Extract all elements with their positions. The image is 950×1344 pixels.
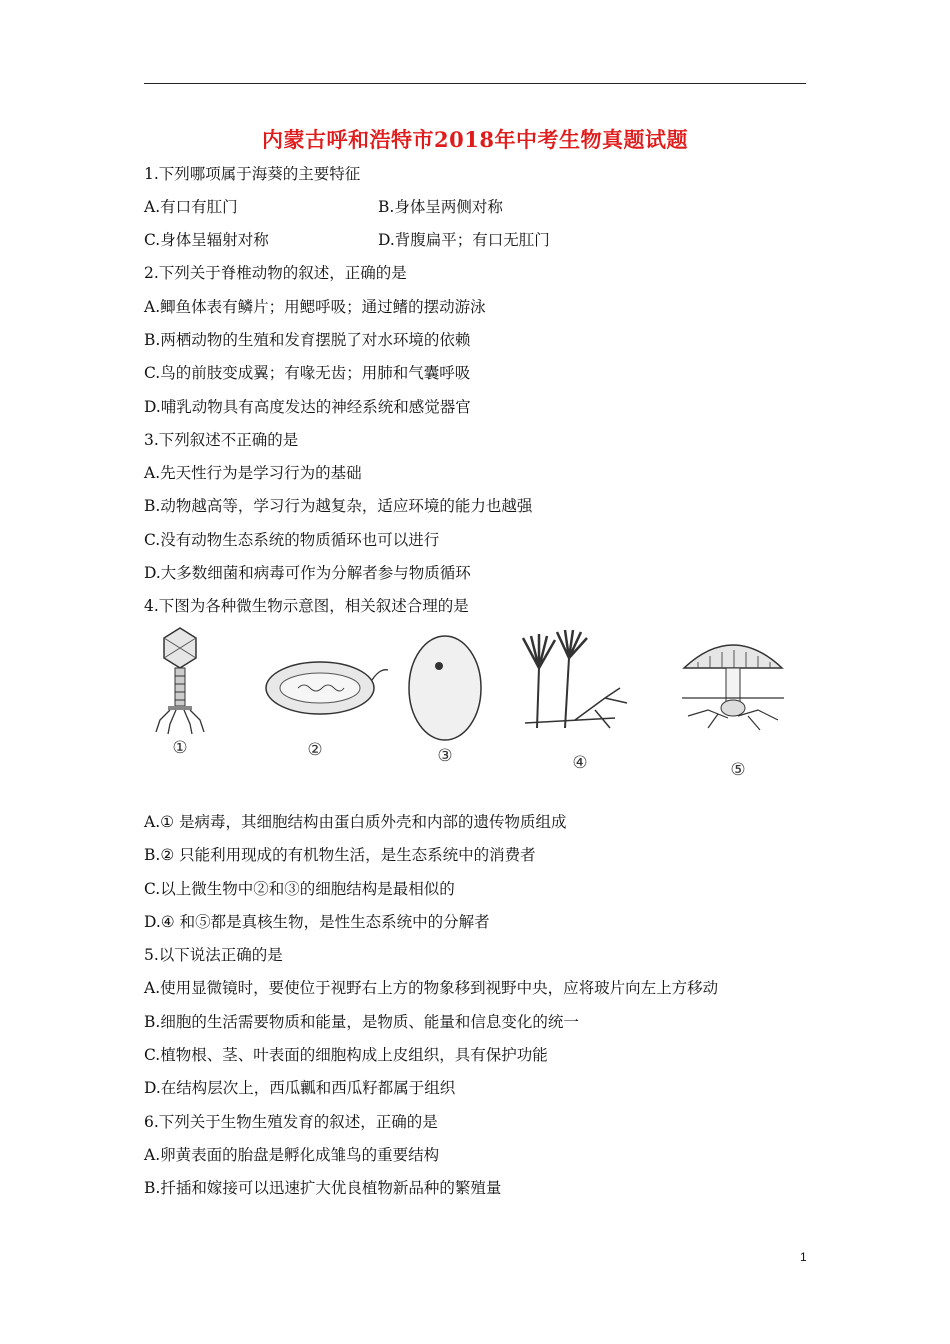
q1-stem: 1.下列哪项属于海葵的主要特征 (144, 165, 361, 183)
q4-stem: 4.下图为各种微生物示意图，相关叙述合理的是 (144, 597, 469, 615)
q5-option-c: C.植物根、茎、叶表面的细胞构成上皮组织，具有保护功能 (144, 1046, 548, 1064)
figure-label-3: ③ (437, 746, 453, 766)
q1-option-d: D.背腹扁平；有口无肛门 (378, 231, 550, 249)
q2-option-b: B.两栖动物的生殖和发育摆脱了对水环境的依赖 (144, 331, 471, 349)
q1-option-a: A.有口有肛门 (144, 198, 238, 216)
bacterium-drawing (262, 650, 392, 810)
header-rule (144, 83, 806, 84)
figure-label-4: ④ (572, 753, 588, 773)
q2-option-d: D.哺乳动物具有高度发达的神经系统和感觉器官 (144, 398, 471, 416)
q5-option-b: B.细胞的生活需要物质和能量，是物质、能量和信息变化的统一 (144, 1013, 579, 1031)
q4-option-b: B.② 只能利用现成的有机物生活，是生态系统中的消费者 (144, 846, 536, 864)
q5-stem: 5.以下说法正确的是 (144, 946, 283, 964)
q2-stem: 2.下列关于脊椎动物的叙述，正确的是 (144, 264, 407, 282)
q2-option-a: A.鲫鱼体表有鳞片；用鳃呼吸；通过鳍的摆动游泳 (144, 298, 486, 316)
q4-option-a: A.① 是病毒，其细胞结构由蛋白质外壳和内部的遗传物质组成 (144, 813, 567, 831)
q4-option-d: D.④ 和⑤都是真核生物，是性生态系统中的分解者 (144, 913, 490, 931)
q5-option-d: D.在结构层次上，西瓜瓤和西瓜籽都属于组织 (144, 1079, 456, 1097)
q2-option-c: C.鸟的前肢变成翼；有喙无齿；用肺和气囊呼吸 (144, 364, 471, 382)
figure-label-2: ② (307, 740, 323, 760)
q3-option-a: A.先天性行为是学习行为的基础 (144, 464, 362, 482)
figure-label-1: ① (172, 738, 188, 758)
q1-option-c: C.身体呈辐射对称 (144, 231, 269, 249)
page-title: 内蒙古呼和浩特市2018年中考生物真题试题 (262, 127, 688, 152)
q3-stem: 3.下列叙述不正确的是 (144, 431, 299, 449)
figure-label-5: ⑤ (730, 760, 746, 780)
q6-option-a: A.卵黄表面的胎盘是孵化成雏鸟的重要结构 (144, 1146, 440, 1164)
q3-option-d: D.大多数细菌和病毒可作为分解者参与物质循环 (144, 564, 471, 582)
q6-option-b: B.扦插和嫁接可以迅速扩大优良植物新品种的繁殖量 (144, 1179, 502, 1197)
q4-option-c: C.以上微生物中②和③的细胞结构是最相似的 (144, 880, 455, 898)
yeast-drawing (405, 630, 485, 790)
q3-option-b: B.动物越高等，学习行为越复杂，适应环境的能力也越强 (144, 497, 533, 515)
page-number: 1 (800, 1250, 807, 1264)
q6-stem: 6.下列关于生物生殖发育的叙述，正确的是 (144, 1113, 438, 1131)
q5-option-a: A.使用显微镜时，要使位于视野右上方的物象移到视野中央，应将玻片向左上方移动 (144, 979, 719, 997)
q1-option-b: B.身体呈两侧对称 (378, 198, 503, 216)
q3-option-c: C.没有动物生态系统的物质循环也可以进行 (144, 531, 440, 549)
